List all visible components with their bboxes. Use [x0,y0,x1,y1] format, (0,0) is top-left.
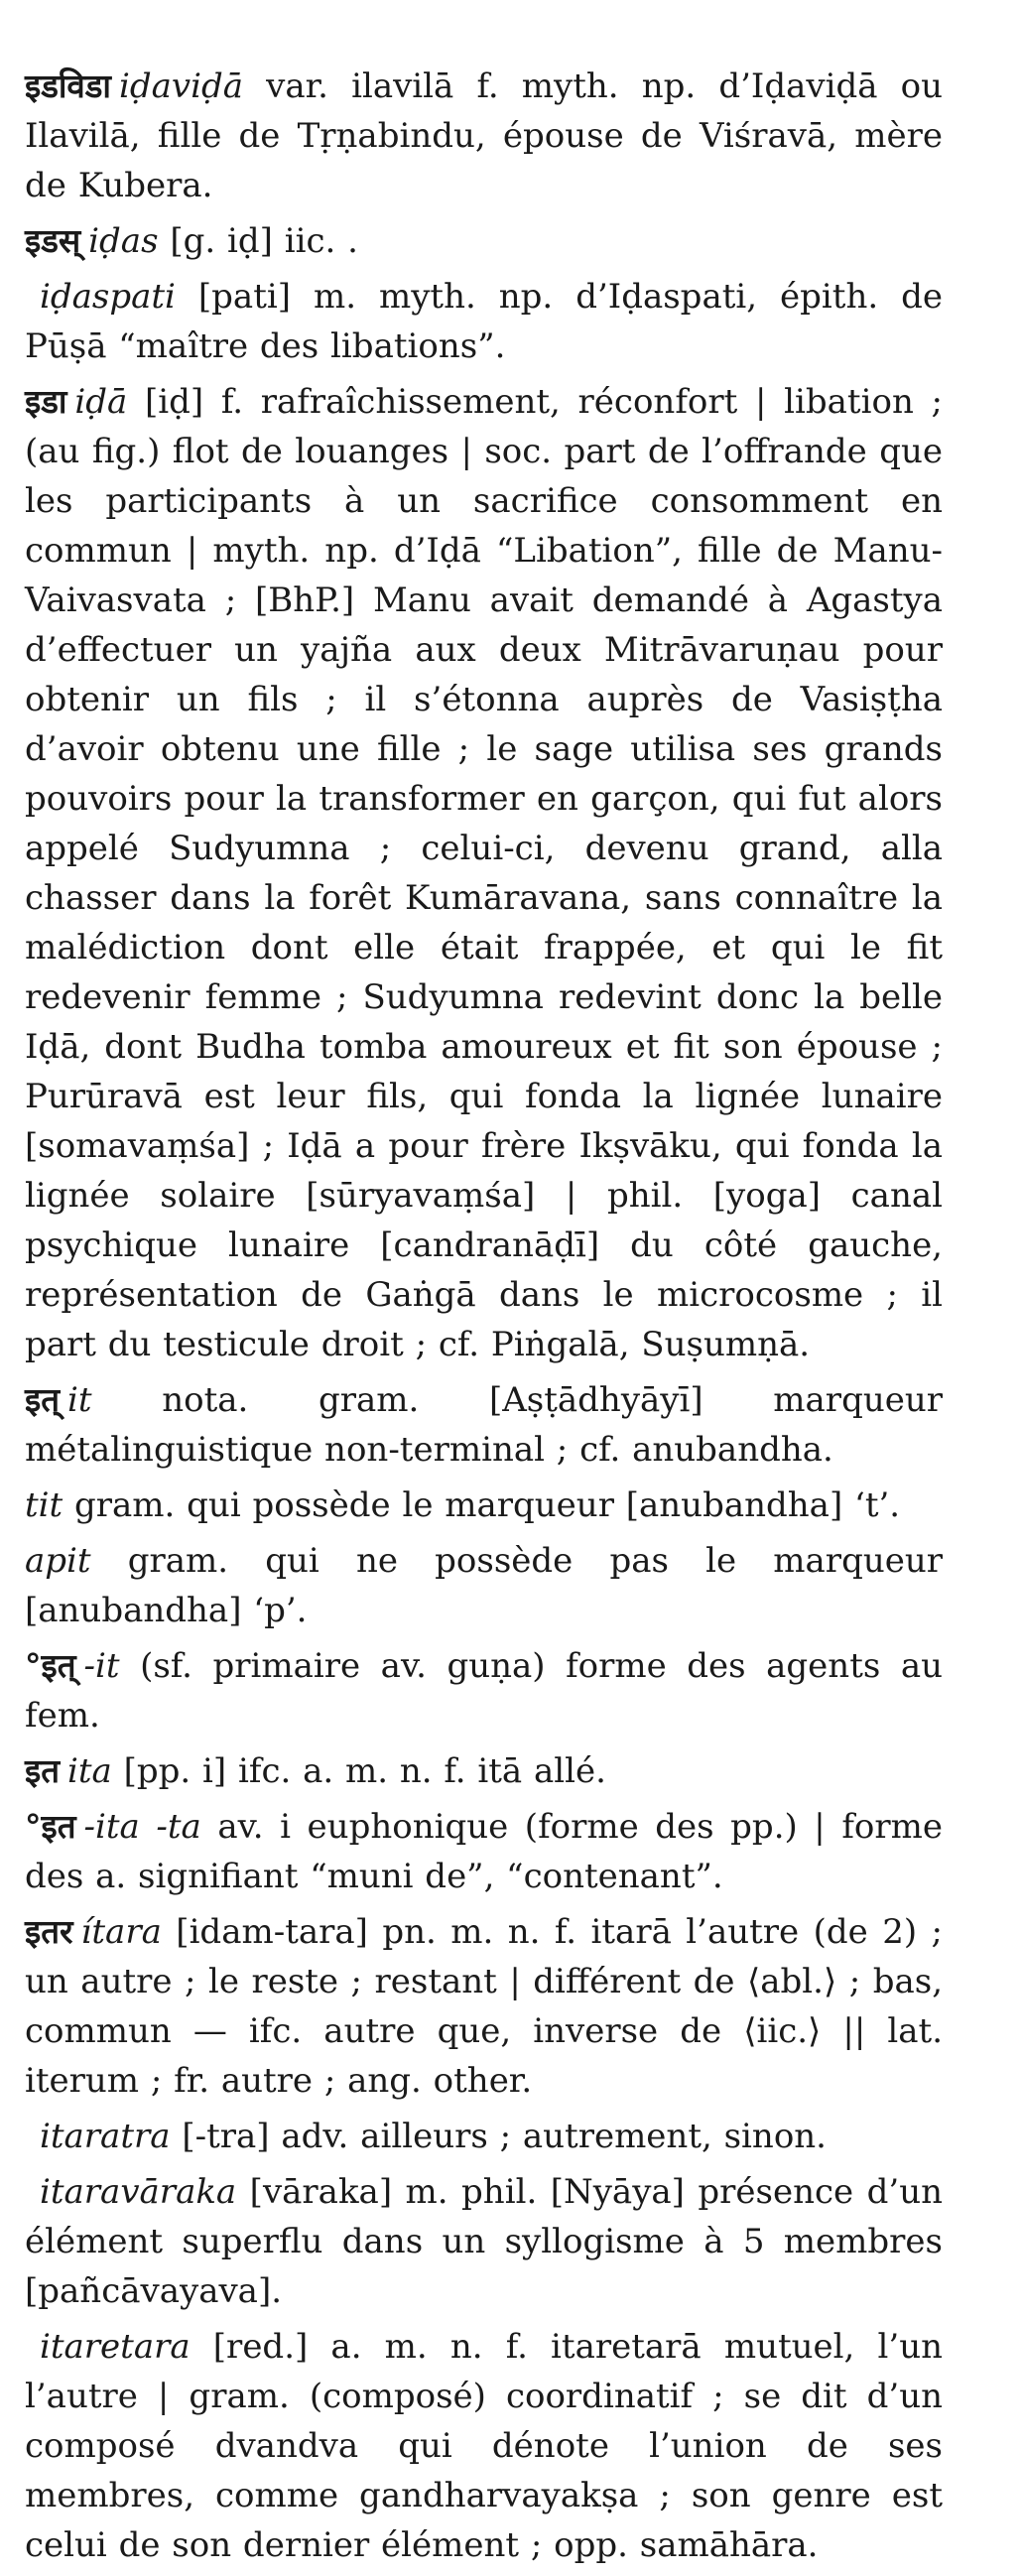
entry-itaratra [25,2112,943,2161]
devanagari-headword: इतर [25,1912,73,1951]
headword: ita [67,1751,112,1791]
entry-itara [25,1907,943,2106]
headword: tit [25,1485,64,1525]
entry-body: gram. qui possède le marqueur [anubandha] ‘t’. [63,1485,901,1525]
entry-body: [red.] a. m. n. f. itaretarā mutuel, l’un l’autre | gram. (composé) coordinatif ; se dit d’un composé dvandva qui dénote l’union de ses membres, comme gandharvayakṣa ; son genre est celui de son dernier élément ; opp. samāhāra. [25,2327,943,2565]
headword: itaratra [40,2117,171,2156]
headword: iḍas [88,221,159,261]
devanagari-headword: इडविडा [25,66,111,105]
headword: itaravāraka [40,2172,237,2212]
entry-body: [vāraka] m. phil. [Nyāya] présence d’un élément superflu dans un syllogisme à 5 membres [pañcāvayava]. [25,2172,943,2311]
entry-idavida [25,62,943,210]
entry-idaspati [25,272,943,371]
entry-body: [idam-tara] pn. m. n. f. itarā l’autre (de 2) ; un autre ; le reste ; restant | différent de ⟨abl.⟩ ; bas, commun — ifc. autre que, inverse de ⟨iic.⟩ || lat. iterum ; fr. autre ; ang. other. [25,1912,943,2101]
entry-body: [pati] m. myth. np. d’Iḍaspati, épith. de Pūṣā “maître des libations”. [25,277,943,366]
entry-body: var. ilavilā f. myth. np. d’Iḍaviḍā ou Ilavilā, fille de Tṛṇabindu, épouse de Viśravā, mère de Kubera. [25,66,943,205]
devanagari-headword: °इत् [25,1646,76,1685]
entry-body: [pp. i] ifc. a. m. n. f. itā allé. [111,1751,606,1791]
headword: itaretara [40,2327,191,2367]
entry-itaretara [25,2322,943,2570]
headword: ítara [80,1912,162,1952]
entry-body: (sf. primaire av. guṇa) forme des agents au fem. [25,1646,943,1736]
entry-ida [25,377,943,1369]
entry-ita [25,1746,943,1796]
entry-idas [25,216,943,266]
entry-body: nota. gram. [Aṣṭādhyāyī] marqueur métalinguistique non-terminal ; cf. anubandha. [25,1380,943,1470]
entry-apit [25,1536,943,1635]
dictionary-page [25,62,943,2576]
entry-suffix-it [25,1641,943,1740]
headword: iḍā [74,382,128,422]
entry-it [25,1375,943,1475]
entry-body: gram. qui ne possède pas le marqueur [anubandha] ‘p’. [25,1541,943,1630]
devanagari-headword: इत् [25,1380,61,1419]
headword: it [67,1380,92,1420]
entry-body: [iḍ] f. rafraîchissement, réconfort | libation ; (au fig.) flot de louanges | soc. part de l’offrande que les participants à un sacrifice consomment en commun | myth. np. d’Iḍā “Libation”, fille de Manu-Vaivasvata ; [BhP.] Manu avait demandé à Agastya d’effectuer un yajña aux deux Mitrāvaruṇau pour obtenir un fils ; il s’étonna auprès de Vasiṣṭha d’avoir obtenu une fille ; le sage utilisa ses grands pouvoirs pour la transformer en garçon, qui fut alors appelé Sudyumna ; celui-ci, devenu grand, alla chasser dans la forêt Kumāravana, sans connaître la malédiction dont elle était frappée, et qui le fit redevenir femme ; Sudyumna redevint donc la belle Iḍā, dont Budha tomba amoureux et fit son épouse ; Purūravā est leur fils, qui fonda la lignée lunaire [somavaṃśa] ; Iḍā a pour frère Ikṣvāku, qui fonda la lignée solaire [sūryavaṃśa] | phil. [yoga] canal psychique lunaire [candranāḍī] du côté gauche, représentation de Gaṅgā dans le microcosme ; il part du testicule droit ; cf. Piṅgalā, Suṣumṇā. [25,382,943,1364]
devanagari-headword: °इत [25,1807,76,1846]
entry-body: av. i euphonique (forme des pp.) | forme des a. signifiant “muni de”, “contenant”. [25,1807,943,1896]
entry-tit [25,1481,943,1530]
entry-body: [-tra] adv. ailleurs ; autrement, sinon. [170,2117,827,2156]
headword: apit [25,1541,91,1581]
devanagari-headword: इडस् [25,221,81,260]
entry-body: [g. iḍ] iic. . [158,221,358,261]
devanagari-headword: इत [25,1751,61,1790]
devanagari-headword: इडा [25,382,67,421]
entry-itaravaraka [25,2167,943,2316]
entry-suffix-ita [25,1802,943,1901]
headword: -ita -ta [83,1807,201,1847]
headword: iḍaviḍā [118,66,243,106]
headword: iḍaspati [40,277,176,317]
headword: -it [83,1646,120,1686]
